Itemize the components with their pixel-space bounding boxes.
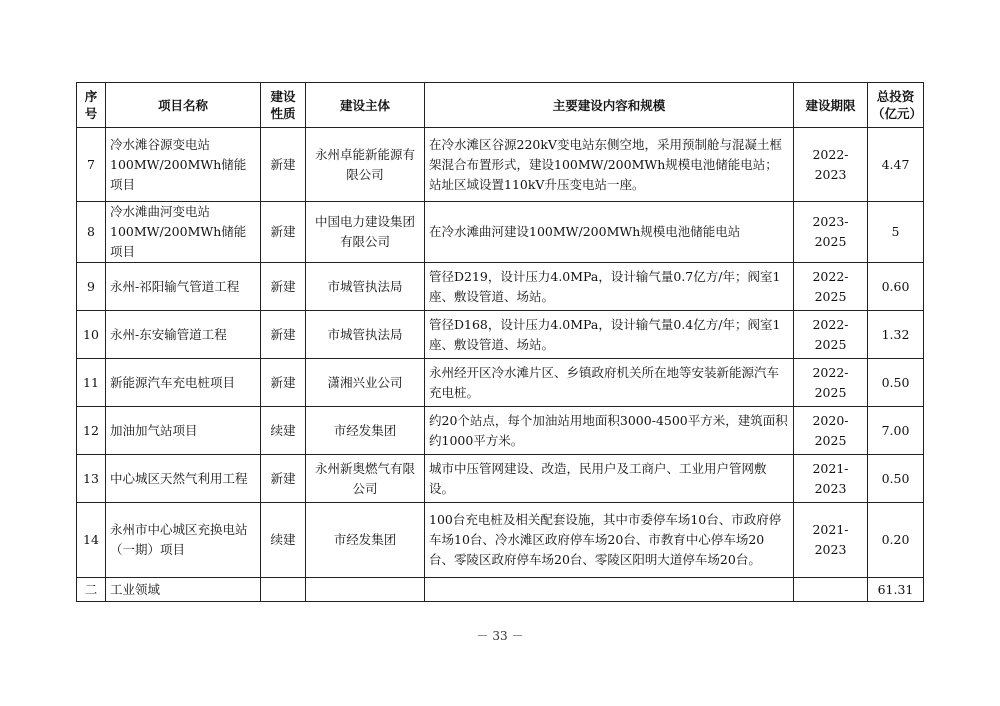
section-title: 工业领域 [106,578,261,602]
row-content: 管径D219，设计压力4.0MPa，设计输气量0.7亿方/年；阀室1座、敷设管道、场站。 [425,263,794,311]
row-no: 13 [77,455,106,503]
row-period: 2022-2023 [794,128,868,202]
row-content: 约20个站点，每个加油站用地面积3000-4500平方米，建筑面积约1000平方米。 [425,407,794,455]
row-period: 2022-2025 [794,263,868,311]
row-investment: 4.47 [868,128,924,202]
row-content: 永州经开区冷水滩片区、乡镇政府机关所在地等安装新能源汽车充电桩。 [425,359,794,407]
row-no: 10 [77,311,106,359]
row-name: 新能源汽车充电桩项目 [106,359,261,407]
section-empty-cell [261,578,306,602]
row-content: 在冷水滩区谷源220kV变电站东侧空地，采用预制舱与混凝土框架混合布置形式，建设100MW/200MWh规模电池储能电站；站址区域设置110kV升压变电站一座。 [425,128,794,202]
row-name: 中心城区天然气利用工程 [106,455,261,503]
row-nature: 新建 [261,263,306,311]
page-number: － 33 － [476,629,524,643]
table-row [77,455,924,503]
row-owner: 市城管执法局 [306,263,425,311]
row-no: 11 [77,359,106,407]
section-total: 61.31 [868,578,924,602]
row-no: 9 [77,263,106,311]
row-owner: 潇湘兴业公司 [306,359,425,407]
row-content: 100台充电桩及相关配套设施，其中市委停车场10台、市政府停车场10台、冷水滩区政府停车场20台、市教育中心停车场20台、零陵区政府停车场20台、零陵区阳明大道停车场20台。 [425,503,794,578]
row-content: 在冷水滩曲河建设100MW/200MWh规模电池储能电站 [425,202,794,263]
row-investment: 1.32 [868,311,924,359]
table-row [77,263,924,311]
row-investment: 0.60 [868,263,924,311]
row-nature: 续建 [261,503,306,578]
section-empty-cell [425,578,794,602]
row-investment: 7.00 [868,407,924,455]
row-period: 2022-2025 [794,359,868,407]
row-investment: 0.20 [868,503,924,578]
row-period: 2020-2025 [794,407,868,455]
row-owner: 中国电力建设集团有限公司 [306,202,425,263]
row-nature: 新建 [261,202,306,263]
row-name: 冷水滩曲河变电站100MW/200MWh储能项目 [106,202,261,263]
table-row [77,311,924,359]
row-nature: 新建 [261,311,306,359]
row-no: 8 [77,202,106,263]
row-content: 管径D168，设计压力4.0MPa，设计输气量0.4亿方/年；阀室1座、敷设管道、场站。 [425,311,794,359]
row-nature: 续建 [261,407,306,455]
row-period: 2023-2025 [794,202,868,263]
section-empty-cell [794,578,868,602]
header-no: 序号 [77,83,106,128]
header-content: 主要建设内容和规模 [425,83,794,128]
row-investment: 5 [868,202,924,263]
table-row [77,128,924,202]
header-name: 项目名称 [106,83,261,128]
row-period: 2022-2025 [794,311,868,359]
row-owner: 市城管执法局 [306,311,425,359]
table-row [77,202,924,263]
table-header-row [77,83,924,128]
row-nature: 新建 [261,128,306,202]
row-owner: 市经发集团 [306,503,425,578]
header-nature: 建设性质 [261,83,306,128]
row-name: 加油加气站项目 [106,407,261,455]
row-name: 永州-祁阳输气管道工程 [106,263,261,311]
row-content: 城市中压管网建设、改造，民用户及工商户、工业用户管网敷设。 [425,455,794,503]
row-investment: 0.50 [868,359,924,407]
row-no: 14 [77,503,106,578]
row-owner: 市经发集团 [306,407,425,455]
header-period: 建设期限 [794,83,868,128]
row-name: 永州-东安输管道工程 [106,311,261,359]
table-row [77,407,924,455]
row-no: 12 [77,407,106,455]
row-nature: 新建 [261,359,306,407]
row-owner: 永州卓能新能源有限公司 [306,128,425,202]
project-table [76,82,924,602]
table-row [77,359,924,407]
row-investment: 0.50 [868,455,924,503]
row-no: 7 [77,128,106,202]
section-row [77,578,924,602]
row-nature: 新建 [261,455,306,503]
row-period: 2021-2023 [794,503,868,578]
row-owner: 永州新奥燃气有限公司 [306,455,425,503]
section-no: 二 [77,578,106,602]
header-owner: 建设主体 [306,83,425,128]
row-name: 冷水滩谷源变电站100MW/200MWh储能项目 [106,128,261,202]
table-row [77,503,924,578]
header-investment: 总投资（亿元） [868,83,924,128]
section-empty-cell [306,578,425,602]
row-period: 2021-2023 [794,455,868,503]
row-name: 永州市中心城区充换电站（一期）项目 [106,503,261,578]
